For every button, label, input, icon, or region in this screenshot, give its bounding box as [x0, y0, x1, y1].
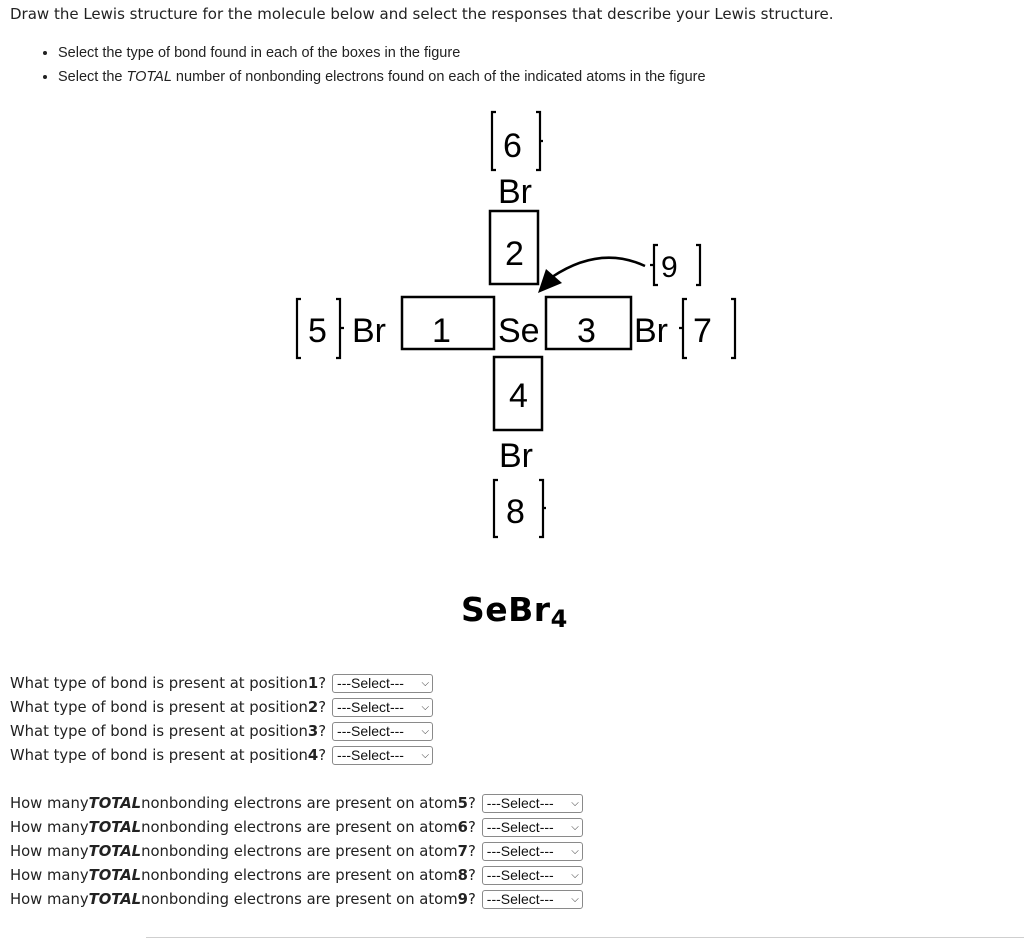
- electron-count-select-9[interactable]: [482, 890, 583, 909]
- total-emphasis: TOTAL: [88, 890, 142, 908]
- question-mark: ?: [318, 746, 327, 764]
- question-text-pre: How many: [10, 866, 89, 884]
- chevron-down-icon: ⌵: [421, 725, 430, 737]
- chevron-down-icon: ⌵: [571, 893, 579, 905]
- atom-label-5: 5: [308, 312, 327, 350]
- bond-box-2-label: 2: [505, 235, 524, 273]
- chevron-down-icon: ⌵: [571, 797, 579, 809]
- position-number: 4: [307, 746, 319, 764]
- question-text-pre: How many: [10, 842, 89, 860]
- formula-main: SeBr: [461, 590, 551, 629]
- instruction-list: [40, 44, 706, 92]
- chevron-down-icon: ⌵: [571, 845, 579, 857]
- atom-br-right: Br: [634, 312, 668, 350]
- bond-box-4-label: 4: [509, 377, 528, 415]
- select-value: ---Select---: [486, 819, 554, 835]
- bracket-5-right: [336, 299, 344, 358]
- bracket-6-left: [492, 112, 496, 170]
- bond-type-select-3[interactable]: [332, 722, 433, 741]
- question-text-mid: nonbonding electrons are present on atom: [141, 794, 458, 812]
- atom-label-9: 9: [661, 251, 678, 284]
- question-row: [10, 695, 433, 719]
- bullet-nonbonding: [58, 68, 706, 86]
- bond-type-select-4[interactable]: [332, 746, 433, 765]
- total-emphasis: TOTAL: [88, 842, 142, 860]
- question-row: [10, 887, 583, 911]
- atom-number: 7: [457, 842, 468, 860]
- bracket-5-left: [297, 299, 301, 358]
- bracket-6-right: [536, 112, 543, 170]
- bullet-text-pre: Select the: [58, 69, 127, 85]
- question-row: [10, 719, 433, 743]
- question-text-mid: nonbonding electrons are present on atom: [141, 890, 458, 908]
- total-emphasis: TOTAL: [88, 794, 142, 812]
- bracket-8-left: [494, 480, 498, 537]
- atom-number: 5: [457, 794, 468, 812]
- select-value: ---Select---: [486, 843, 554, 859]
- question-mark: ?: [467, 794, 476, 812]
- atom-number: 9: [457, 890, 468, 908]
- atom-label-7: 7: [693, 312, 712, 350]
- total-emphasis: TOTAL: [88, 818, 142, 836]
- question-text-pre: How many: [10, 794, 89, 812]
- bond-type-select-2[interactable]: [332, 698, 433, 717]
- atom-number: 8: [457, 866, 468, 884]
- bond-questions: [10, 671, 433, 767]
- question-row: [10, 791, 583, 815]
- atom-br-top: Br: [498, 173, 532, 211]
- select-value: ---Select---: [486, 795, 554, 811]
- question-text-mid: nonbonding electrons are present on atom: [141, 866, 458, 884]
- select-value: ---Select---: [337, 699, 404, 715]
- bond-type-select-1[interactable]: [332, 674, 433, 693]
- bullet-emphasis: TOTAL: [126, 69, 172, 85]
- formula-subscript: 4: [550, 605, 568, 633]
- question-mark: ?: [467, 842, 476, 860]
- position-number: 1: [307, 674, 319, 692]
- question-text: What type of bond is present at position: [10, 698, 308, 716]
- question-text: What type of bond is present at position: [10, 722, 308, 740]
- question-row: [10, 815, 583, 839]
- question-text: What type of bond is present at position: [10, 746, 308, 764]
- atom-se-center: Se: [498, 312, 540, 350]
- arrow-icon: [552, 258, 645, 277]
- question-row: [10, 671, 433, 695]
- question-row: [10, 863, 583, 887]
- atom-br-left: Br: [352, 312, 386, 350]
- chevron-down-icon: ⌵: [571, 869, 579, 881]
- chevron-down-icon: ⌵: [421, 677, 430, 689]
- question-text: What type of bond is present at position: [10, 674, 308, 692]
- question-mark: ?: [318, 722, 327, 740]
- molecular-formula: [461, 590, 568, 633]
- bullet-bond-type: [58, 44, 706, 62]
- atom-label-6: 6: [503, 127, 522, 165]
- electron-questions: [10, 791, 583, 911]
- question-row: [10, 839, 583, 863]
- question-row: [10, 743, 433, 767]
- atom-number: 6: [457, 818, 468, 836]
- bullet-text: Select the type of bond found in each of the boxes in the figure: [58, 45, 461, 61]
- electron-count-select-6[interactable]: [482, 818, 583, 837]
- question-mark: ?: [318, 674, 327, 692]
- question-mark: ?: [467, 890, 476, 908]
- question-mark: ?: [467, 866, 476, 884]
- electron-count-select-8[interactable]: [482, 866, 583, 885]
- electron-count-select-7[interactable]: [482, 842, 583, 861]
- select-value: ---Select---: [337, 675, 404, 691]
- chevron-down-icon: ⌵: [571, 821, 579, 833]
- bond-box-3-label: 3: [577, 312, 596, 350]
- bracket-8-right: [539, 480, 546, 537]
- question-text-pre: How many: [10, 890, 89, 908]
- instruction-text: Draw the Lewis structure for the molecule below and select the responses that describe your Lewis structure.: [10, 5, 834, 23]
- select-value: ---Select---: [486, 891, 554, 907]
- question-text-mid: nonbonding electrons are present on atom: [141, 818, 458, 836]
- question-mark: ?: [318, 698, 327, 716]
- bond-box-1-label: 1: [432, 312, 451, 350]
- question-text-mid: nonbonding electrons are present on atom: [141, 842, 458, 860]
- bracket-9-left: [650, 245, 658, 285]
- position-number: 2: [307, 698, 319, 716]
- select-value: ---Select---: [486, 867, 554, 883]
- bullet-text-post: number of nonbonding electrons found on each of the indicated atoms in the figure: [171, 69, 706, 85]
- select-value: ---Select---: [337, 747, 404, 763]
- atom-label-8: 8: [506, 493, 525, 531]
- bracket-7-left: [679, 299, 687, 358]
- bracket-7-right: [731, 299, 735, 358]
- lewis-structure-figure: [280, 105, 760, 545]
- total-emphasis: TOTAL: [88, 866, 142, 884]
- chevron-down-icon: ⌵: [421, 701, 430, 713]
- select-value: ---Select---: [337, 723, 404, 739]
- question-mark: ?: [467, 818, 476, 836]
- electron-count-select-5[interactable]: [482, 794, 583, 813]
- bracket-9-right: [696, 245, 700, 285]
- divider: [146, 937, 1024, 938]
- chevron-down-icon: ⌵: [421, 749, 430, 761]
- position-number: 3: [307, 722, 319, 740]
- atom-br-bottom: Br: [499, 437, 533, 475]
- question-text-pre: How many: [10, 818, 89, 836]
